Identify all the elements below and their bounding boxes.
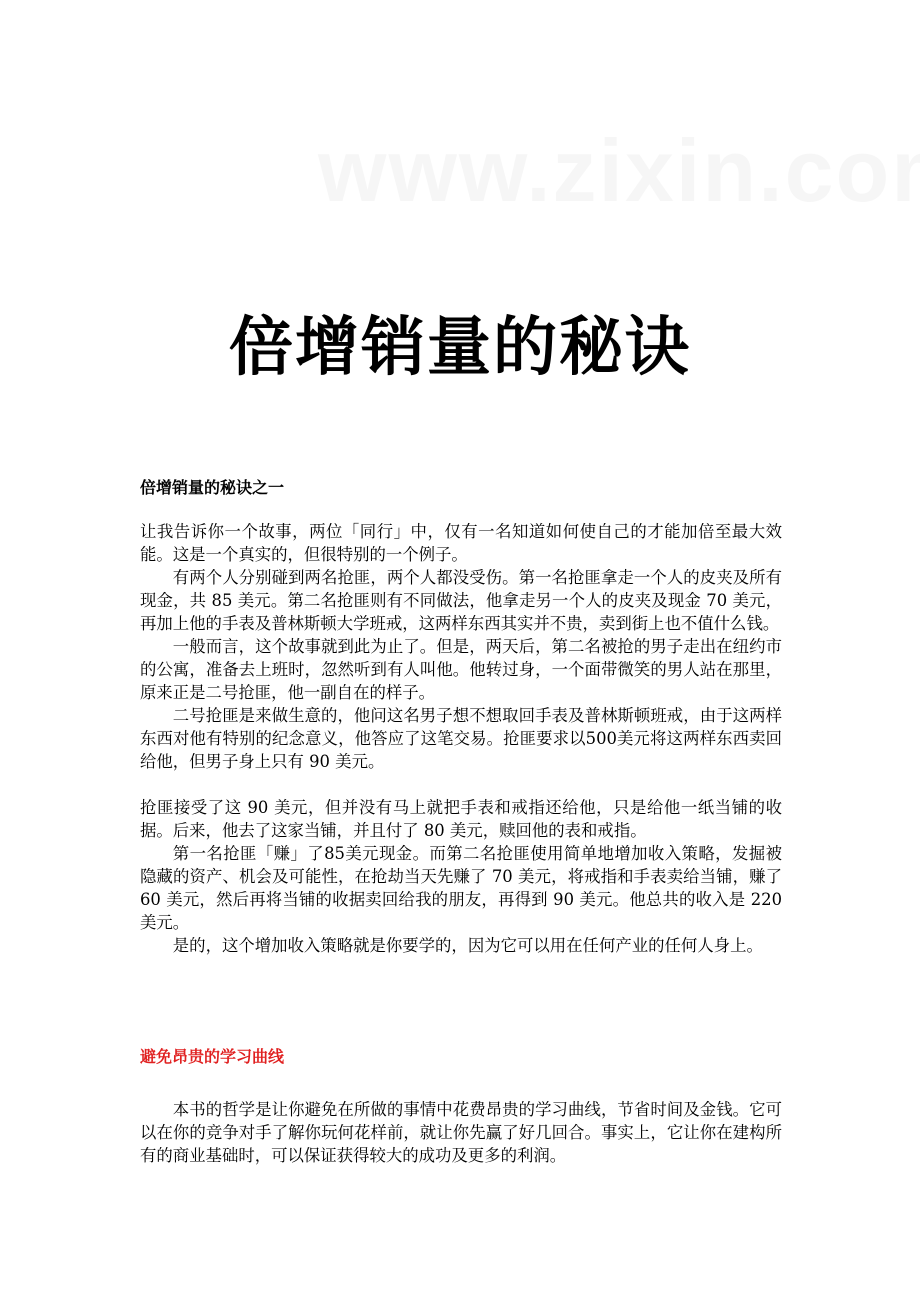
document-title: 倍增销量的秘诀: [229, 310, 691, 385]
paragraph: 让我告诉你一个故事，两位「同行」中，仅有一名知道如何使自己的才能加倍至最大效能。这是一个真实的，但很特别的一个例子。: [140, 522, 782, 564]
paragraph: 是的，这个增加收入策略就是你要学的，因为它可以用在任何产业的任何人身上。: [172, 936, 763, 955]
section-heading-secret-one: 倍增销量的秘诀之一: [140, 478, 285, 497]
paragraph: 本书的哲学是让你避免在所做的事情中花费昂贵的学习曲线，节省时间及金钱。它可以在你的竞争对手了解你玩何花样前，就让你先赢了好几回合。事实上，它让你在建构所有的商业基础时，可以保证获得较大的成功及更多的利润。: [140, 1100, 782, 1165]
watermark: [318, 120, 920, 222]
section-heading-learning-curve: 避免昂贵的学习曲线: [140, 1047, 285, 1066]
paragraph: 有两个人分别碰到两名抢匪，两个人都没受伤。第一名抢匪拿走一个人的皮夹及所有现金，共 85 美元。第二名抢匪则有不同做法，他拿走另一个人的皮夹及现金 70 美元，再加上他的手表及普林斯顿大学班戒，这两样东西其实并不贵，卖到街上也不值什么钱。: [140, 568, 782, 633]
paragraph: 二号抢匪是来做生意的，他问这名男子想不想取回手表及普林斯顿班戒，由于这两样东西对他有特别的纪念意义，他答应了这笔交易。抢匪要求以500美元将这两样东西卖回给他，但男子身上只有 90 美元。: [140, 706, 782, 771]
section-body-learning-curve: [140, 1098, 782, 1167]
paragraph: 一般而言，这个故事就到此为止了。但是，两天后，第二名被抢的男子走出在纽约市的公寓，准备去上班时，忽然听到有人叫他。他转过身，一个面带微笑的男人站在那里，原来正是二号抢匪，他一副自在的样子。: [140, 637, 782, 702]
section-body-secret-one: [140, 520, 782, 957]
paragraph: 抢匪接受了这 90 美元，但并没有马上就把手表和戒指还给他，只是给他一纸当铺的收据。后来，他去了这家当铺，并且付了 80 美元，赎回他的表和戒指。: [140, 798, 782, 840]
paragraph: 第一名抢匪「赚」了85美元现金。而第二名抢匪使用简单地增加收入策略，发掘被隐藏的资产、机会及可能性，在抢劫当天先赚了 70 美元，将戒指和手表卖给当铺，赚了 60 美元，然后再将当铺的收据卖回给我的朋友，再得到 90 美元。他总共的收入是 220 美元。: [140, 844, 782, 932]
